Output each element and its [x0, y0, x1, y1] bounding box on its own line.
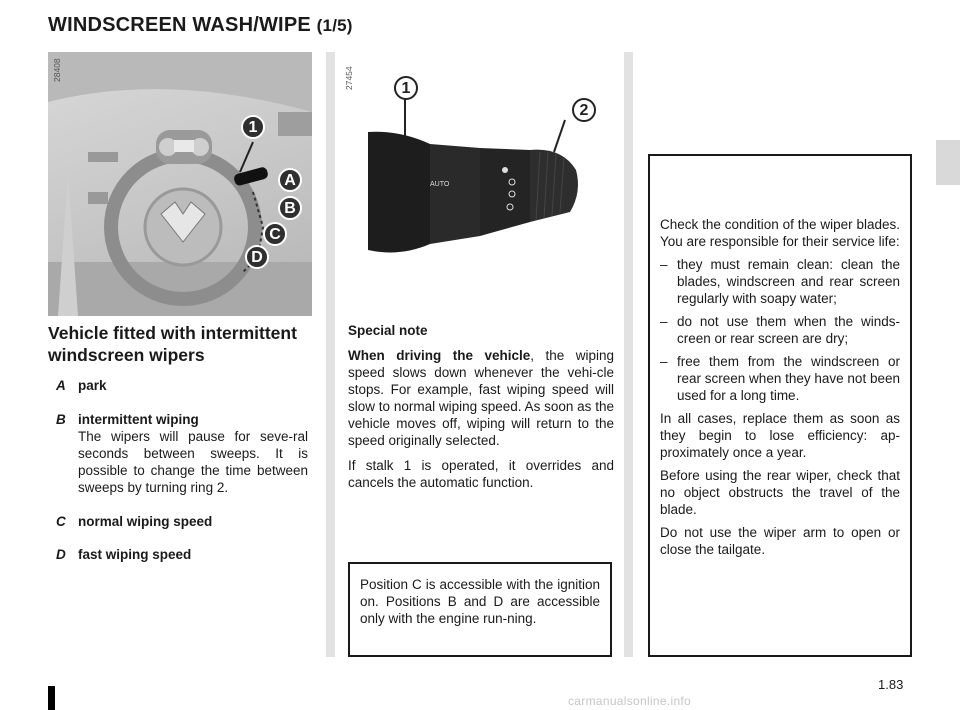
dash-glyph: – [660, 314, 668, 329]
legend-key: D [56, 547, 66, 562]
callout-D: D [245, 245, 269, 269]
special-note-heading: Special note [348, 323, 428, 338]
legend-item-A [48, 377, 313, 395]
callout-1-fig1: 1 [241, 115, 265, 139]
callout-C: C [263, 222, 287, 246]
column-rule-right [624, 52, 633, 657]
column-rule-left [326, 52, 335, 657]
special-note-p2: If stalk 1 is operated, it overrides and cancels the automatic function. [348, 458, 614, 490]
callout-B: B [278, 196, 302, 220]
wiper-bullet [660, 256, 900, 307]
wiper-stalk-photo [340, 52, 616, 264]
wiper-box-rear: Before using the rear wiper, check that no object obstructs the travel of the blade. [660, 468, 900, 517]
section-tab [936, 140, 960, 185]
wiper-bullet-text: they must remain clean: clean the blades, windscreen and rear screen regularly with soapy water; [677, 257, 900, 306]
legend-item-D [48, 546, 313, 564]
callout-A: A [278, 168, 302, 192]
wiper-box-intro: Check the condition of the wiper blades. You are responsible for their service life: [660, 217, 900, 249]
dashboard-photo [48, 52, 312, 316]
section-heading: Vehicle fitted with intermittent windscreen wipers [48, 323, 297, 365]
special-note-p1-bold: When driving the vehicle [348, 348, 531, 363]
wiper-bullet-text: free them from the windscreen or rear screen when they have not been used for a long time. [677, 354, 900, 403]
legend-item-B [48, 411, 313, 501]
title-main: WINDSCREEN WASH/WIPE [48, 14, 311, 36]
legend-label: normal wiping speed [78, 514, 213, 529]
stalk-auto-label: AUTO [430, 181, 450, 188]
callout-1-fig2: 1 [394, 76, 418, 100]
special-note-p1-rest: , the wiping speed slows down whenever the vehi-cle stops. For example, fast wiping speed will slow to normal wiping speed. As soon as the vehicle moves off, wiping will return to the speed originally selected. [348, 348, 614, 448]
watermark: carmanualsonline.info [568, 694, 692, 708]
figure-ref-27454: 27454 [344, 66, 354, 90]
wiper-blades-box [648, 154, 912, 657]
special-note-p1 [348, 347, 614, 449]
corner-mark [48, 686, 55, 710]
special-note [348, 322, 614, 491]
page-number: 1.83 [878, 677, 904, 692]
callout-2-fig2: 2 [572, 98, 596, 122]
legend-label: intermittent wiping [78, 412, 199, 427]
page-title [48, 14, 353, 37]
figure-ref-28408: 28408 [52, 58, 62, 82]
legend-key: C [56, 514, 66, 529]
wiper-box-arm: Do not use the wiper arm to open or close the tailgate. [660, 525, 900, 557]
legend-item-C [48, 513, 313, 531]
dash-glyph: – [660, 354, 668, 369]
wiper-bullet [660, 313, 900, 347]
wiper-stalk-illustration [340, 52, 616, 264]
legend-desc-B [78, 428, 308, 496]
legend-key: A [56, 378, 66, 393]
legend-label: park [78, 378, 107, 393]
legend-label: fast wiping speed [78, 547, 192, 562]
wiper-bullet-text: do not use them when the winds-creen or rear screen are dry; [677, 314, 900, 346]
wiper-box-replace: In all cases, replace them as soon as they begin to lose efficiency: ap-proximately once a year. [660, 411, 900, 460]
legend-key: B [56, 412, 66, 427]
position-note-box [348, 562, 612, 657]
dash-glyph: – [660, 257, 668, 272]
title-part: (1/5) [316, 16, 353, 35]
dashboard-illustration [48, 52, 312, 316]
position-note-text: Position C is accessible with the ignition on. Positions B and D are accessible only with the engine run-ning. [360, 577, 600, 626]
legend-desc-text: The wipers will pause for seve-ral seconds between sweeps. It is possible to change the time between sweeps by turning ring 2. [78, 429, 308, 495]
wiper-bullet [660, 353, 900, 404]
